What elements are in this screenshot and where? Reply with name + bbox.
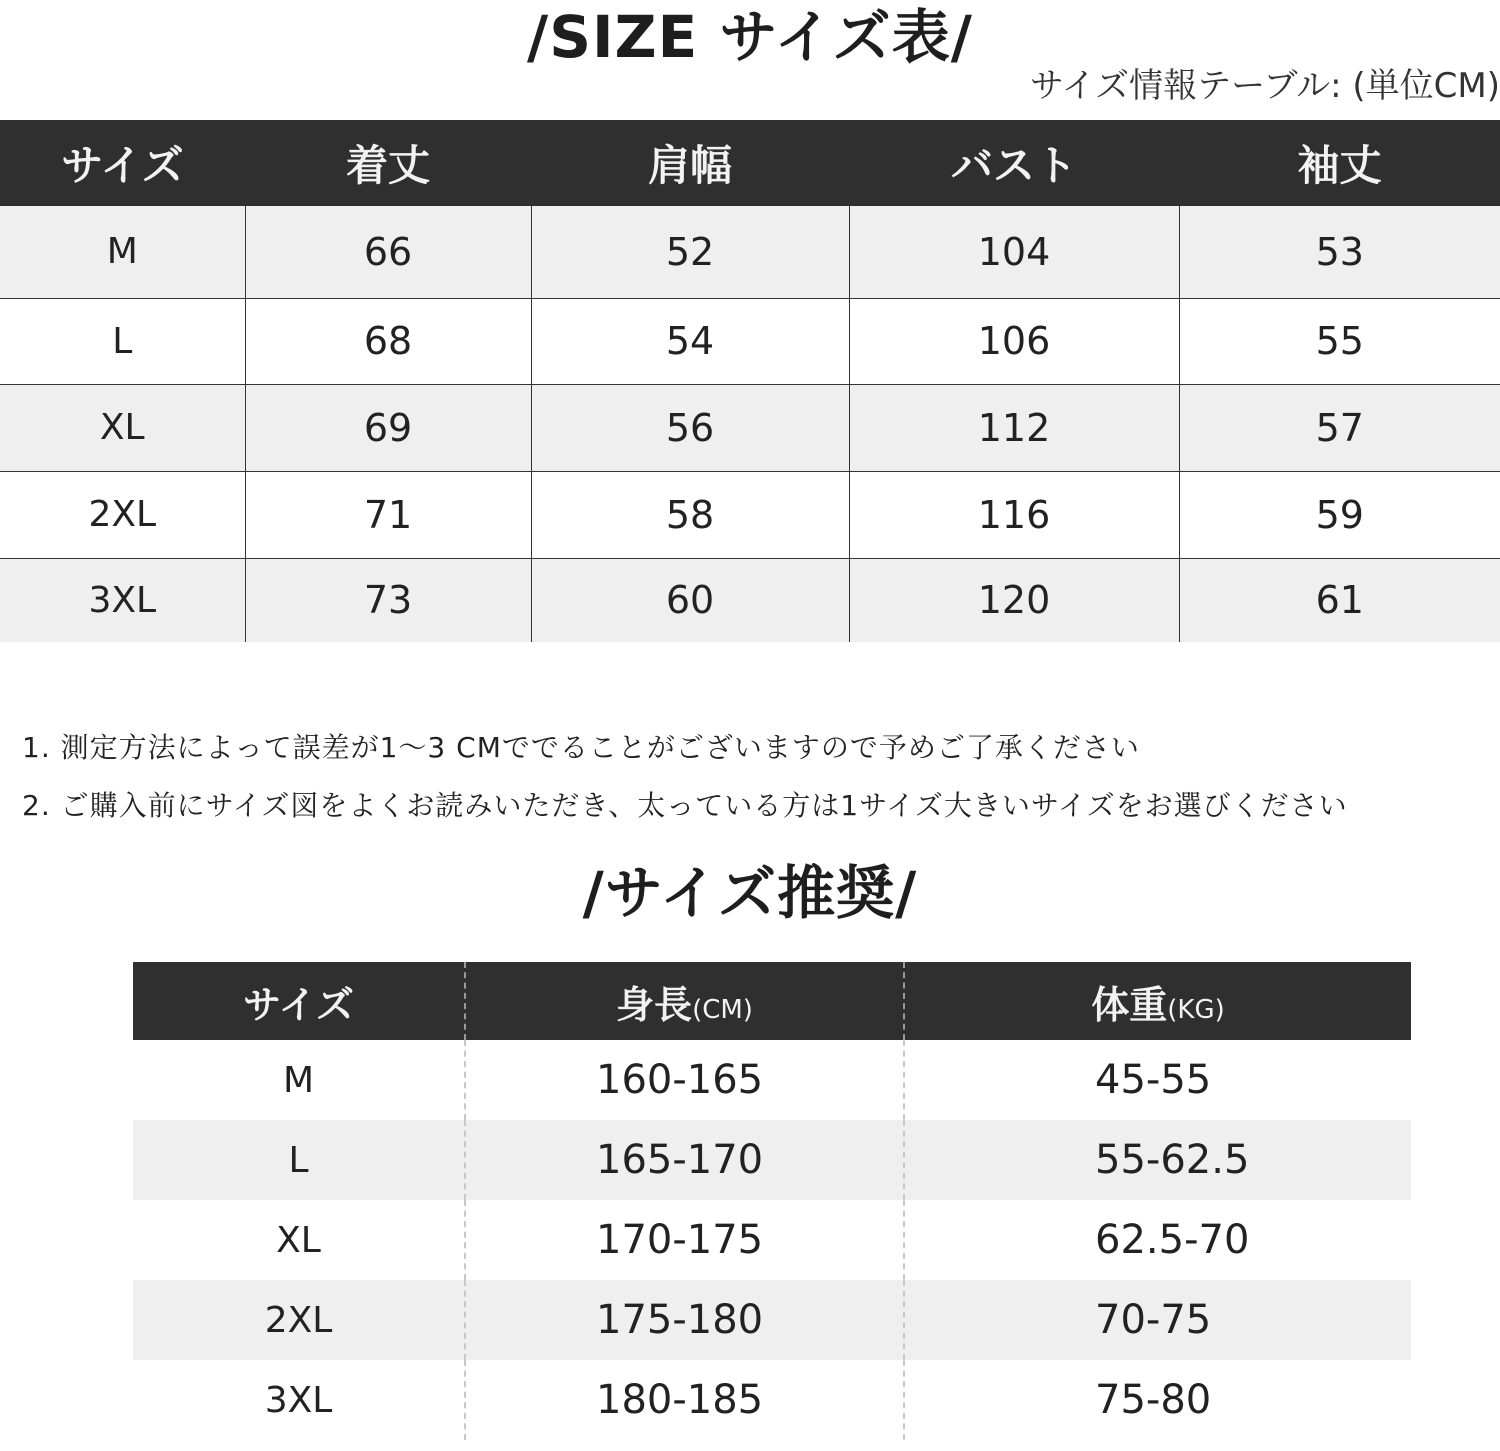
header-height [465,962,904,1040]
value-cell: 104 [849,206,1179,298]
header-length: 着丈 [245,120,531,206]
value-cell: 60 [531,558,849,642]
header-weight-unit: (KG) [1167,994,1225,1025]
size-cell: XL [0,384,245,471]
value-cell: 57 [1179,384,1500,471]
header-size: サイズ [0,120,245,206]
table-row [0,384,1500,471]
value-cell: 112 [849,384,1179,471]
size-chart-table [0,120,1500,642]
size-cell: L [0,298,245,384]
header-size: サイズ [133,962,465,1040]
weight-range-cell: 70-75 [904,1280,1411,1360]
value-cell: 58 [531,471,849,558]
value-cell: 59 [1179,471,1500,558]
header-bust: バスト [849,120,1179,206]
measurement-note: 1. 測定方法によって誤差が1～3 CMででることがございますので予めご了承ください [22,731,1140,764]
value-cell: 71 [245,471,531,558]
header-shoulder: 肩幅 [531,120,849,206]
size-cell: 2XL [133,1280,465,1360]
recommendation-header-row [133,962,1411,1040]
value-cell: 56 [531,384,849,471]
table-row [0,206,1500,298]
value-cell: 55 [1179,298,1500,384]
size-recommendation-title: /サイズ推奨/ [582,859,918,927]
header-weight-label: 体重 [1091,982,1168,1027]
size-cell: L [133,1120,465,1200]
weight-range-cell: 75-80 [904,1360,1411,1440]
value-cell: 61 [1179,558,1500,642]
size-recommendation-table [133,962,1411,1440]
header-height-unit: (CM) [692,994,753,1025]
table-row [133,1360,1411,1440]
value-cell: 73 [245,558,531,642]
height-range-cell: 175-180 [465,1280,904,1360]
table-row [0,298,1500,384]
table-row [0,471,1500,558]
value-cell: 69 [245,384,531,471]
height-range-cell: 160-165 [465,1040,904,1120]
size-cell: 3XL [0,558,245,642]
height-range-cell: 170-175 [465,1200,904,1280]
value-cell: 52 [531,206,849,298]
weight-range-cell: 62.5-70 [904,1200,1411,1280]
size-cell: 3XL [264,1379,333,1421]
table-row [133,1040,1411,1120]
value-cell: 54 [531,298,849,384]
size-cell: M [282,1059,315,1101]
header-sleeve: 袖丈 [1179,120,1500,206]
weight-range-cell: 55-62.5 [904,1120,1411,1200]
value-cell: 66 [245,206,531,298]
table-row [133,1280,1411,1360]
value-cell: 53 [1179,206,1500,298]
header-weight [904,962,1411,1040]
height-range-cell: 180-185 [465,1360,904,1440]
table-row [0,558,1500,642]
value-cell: 120 [849,558,1179,642]
size-chart-title: /SIZE サイズ表/ [527,3,973,71]
value-cell: 106 [849,298,1179,384]
value-cell: 68 [245,298,531,384]
size-cell: 2XL [0,471,245,558]
table-row [133,1200,1411,1280]
value-cell: 116 [849,471,1179,558]
table-row [133,1120,1411,1200]
unit-note: サイズ情報テーブル: (単位CM) [1029,66,1500,106]
size-cell: M [0,206,245,298]
weight-range-cell: 45-55 [904,1040,1411,1120]
size-cell: XL [276,1219,321,1261]
size-chart-header-row [0,120,1500,206]
header-height-label: 身長 [616,982,693,1027]
purchase-note: 2. ご購入前にサイズ図をよくお読みいただき、太っている方は1サイズ大きいサイズをお選びください [22,789,1348,822]
height-range-cell: 165-170 [465,1120,904,1200]
